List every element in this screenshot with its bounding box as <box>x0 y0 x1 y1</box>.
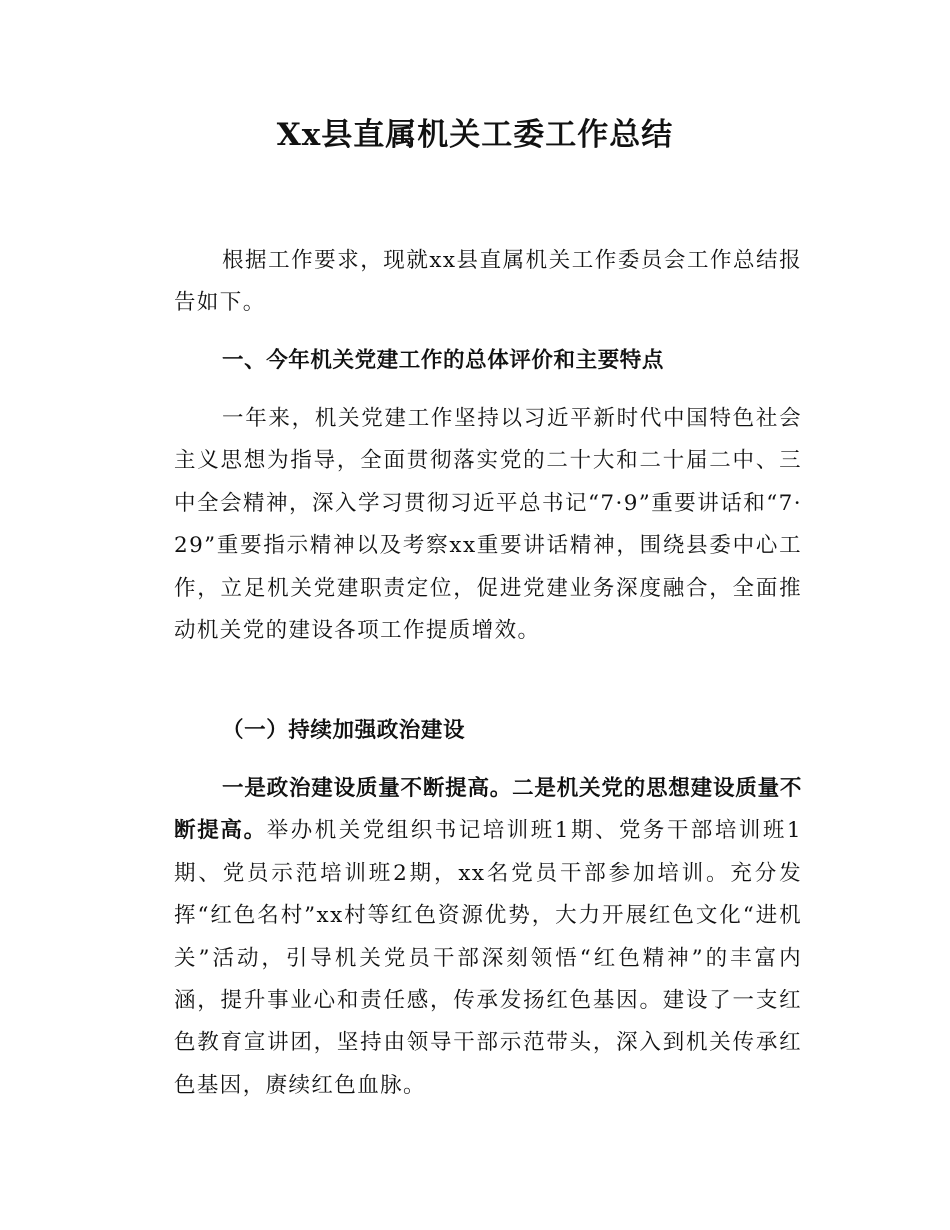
intro-paragraph: 根据工作要求，现就xx县直属机关工作委员会工作总结报告如下。 <box>174 248 802 316</box>
overview-paragraph: 一年来，机关党建工作坚持以习近平新时代中国特色社会主义思想为指导，全面贯彻落实党的二十大和二十届二中、三中全会精神，深入学习贯彻习近平总书记“7·9”重要讲话和“7·29”重要指示精神以及考察xx重要讲话精神，围绕县委中心工作，立足机关党建职责定位，促进党建业务深度融合，全面推动机关党的建设各项工作提质增效。 <box>174 406 802 644</box>
subsection-heading: （一）持续加强政治建设 <box>222 718 466 743</box>
detail-lead-bold: 一是政治建设质量不断提高。二是机关党的思想建设质量不断提高。 <box>174 776 802 844</box>
detail-paragraph <box>174 768 802 1107</box>
section-heading: 一、今年机关党建工作的总体评价和主要特点 <box>222 348 665 373</box>
detail-body: 举办机关党组织书记培训班1期、党务干部培训班1期、党员示范培训班2期，xx名党员干部参加培训。充分发挥“红色名村”xx村等红色资源优势，大力开展红色文化“进机关”活动，引导机关党员干部深刻领悟“红色精神”的丰富内涵，提升事业心和责任感，传承发扬红色基因。建设了一支红色教育宣讲团，坚持由领导干部示范带头，深入到机关传承红色基因，赓续红色血脉。 <box>174 818 802 1098</box>
document-title: Xx县直属机关工委工作总结 <box>276 117 674 153</box>
